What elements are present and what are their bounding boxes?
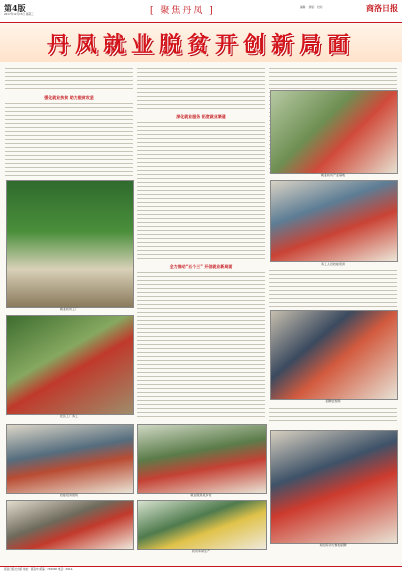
photo-factory (6, 315, 134, 415)
photo-workers-base (270, 90, 398, 174)
paper-name: 商洛日报 (366, 3, 398, 13)
editor-line: 编辑： 排版： 校对： (300, 6, 325, 9)
column-title: [ 聚焦丹凤 ] (150, 6, 215, 16)
photo-caption-2: 务工人员技能培训 (320, 262, 345, 266)
section-heading-3: 深化就业服务 拓宽就业渠道 (176, 114, 226, 119)
photo-caption-4: 社区工厂务工 (59, 414, 78, 418)
article-text-6 (269, 268, 397, 308)
photo-caption-1: 就业扶贫产业基地 (320, 173, 345, 177)
article-text-7 (269, 406, 397, 424)
article-text-1 (5, 101, 133, 179)
photo-caption-6: 招聘会现场 (325, 399, 341, 403)
page-number: 第4版 (4, 3, 26, 13)
article-text-3 (137, 120, 265, 260)
photo-workshop-2 (137, 500, 267, 550)
photo-training-site (6, 424, 134, 494)
photo-job-fair (270, 310, 398, 400)
photo-recruitment (270, 430, 398, 544)
footer-text: 商洛日报社出版 地址：商洛市 邮编：726000 电话：0914- (4, 568, 74, 571)
photo-caption-8: 贫困劳动力参加招聘 (319, 543, 347, 547)
photo-caption-9: 扶贫车间生产 (191, 549, 210, 553)
date-line: 2017年12月13日 星期三 (4, 13, 34, 16)
photo-village-service (137, 424, 267, 494)
photo-training (270, 180, 398, 262)
photo-caption-3: 就业扶贫工厂 (59, 307, 78, 311)
article-text-2 (137, 66, 265, 112)
page-headline: 丹凤就业脱贫开创新局面 (46, 32, 355, 58)
section-heading-2: 全力推动“五个三” 开创就业新局面 (169, 264, 233, 269)
photo-caption-5: 技能培训现场 (59, 493, 78, 497)
photo-caption-7: 就业服务进乡村 (190, 493, 212, 497)
photo-workshop-1 (6, 500, 134, 550)
intro-text-block (5, 66, 133, 92)
section-heading-1: 强化就业扶贫 助力脱贫攻坚 (44, 95, 94, 100)
photo-greenhouse (6, 180, 134, 308)
article-text-5 (137, 270, 265, 420)
